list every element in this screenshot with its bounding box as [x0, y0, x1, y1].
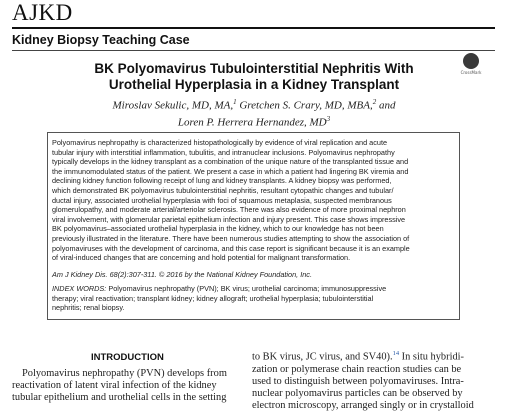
index-words	[52, 284, 456, 313]
reference-link[interactable]: 14	[392, 350, 400, 357]
author-name: Loren P. Herrera Hernandez, MD	[177, 116, 327, 129]
abstract-line: ductal injury, associated urothelial hyperplasia with foci of squamous metaplasia, suspected membranous	[52, 195, 392, 205]
body-line: electron microscopy, arranged singly or in crystalloid	[252, 400, 474, 412]
body-text: In situ hybridi-	[399, 351, 465, 363]
title-line: Urothelial Hyperplasia in a Kidney Transplant	[108, 77, 400, 92]
header-rule	[12, 27, 495, 29]
body-line: tubular epithelium and urothelial cells in the setting	[12, 392, 227, 404]
author-affiliation-mark[interactable]: 2	[372, 98, 377, 106]
body-line: reactivation of latent viral infection of the kidney	[12, 380, 217, 392]
index-words-text: Polyomavirus nephropathy (PVN); BK virus; urothelial carcinoma; immunosuppressive	[106, 284, 387, 293]
author-name: Gretchen S. Crary, MD, MBA,	[236, 99, 373, 112]
abstract-line: which demonstrated BK polyomavirus tubulointerstitial nephritis, resultant cytopathic changes and tubular/	[52, 185, 394, 195]
body-column-left	[12, 368, 252, 405]
journal-logo: AJKD	[12, 0, 73, 25]
index-words-text: therapy; viral reactivation; transplant kidney; kidney allograft; urothelial hyperplasia; tubulointerstitial	[52, 293, 374, 303]
abstract-line: tubular injury with interstitial inflammation, tubulitis, and intranuclear inclusions. Polyomavirus nephropathy	[52, 147, 395, 157]
author-conjunction: and	[376, 99, 396, 112]
abstract-line: BK polyomavirus–associated urothelial hyperplasia in the kidney, which to our knowledge has not been	[52, 224, 384, 234]
journal-citation: Am J Kidney Dis. 68(2):307-311. © 2016 by the National Kidney Foundation, Inc.	[52, 270, 312, 279]
abstract-line: polyomaviruses with the development of carcinoma, and this case report is significant because it is an example	[52, 243, 410, 253]
crossmark-icon	[463, 53, 479, 69]
article-type-label: Kidney Biopsy Teaching Case	[12, 33, 190, 47]
title-line: BK Polyomavirus Tubulointerstitial Nephritis With	[94, 61, 414, 76]
abstract-body	[52, 138, 456, 263]
body-text: to BK virus, JC virus, and SV40).	[252, 351, 393, 363]
author-affiliation-mark[interactable]: 1	[233, 98, 237, 106]
abstract-line: viral involvement, with glomerular parietal epithelium infection and injury present. This case shows impressive	[52, 214, 406, 224]
abstract-line: the immunomodulated status of the patient. We present a case in which a patient had lingering BK viremia and	[52, 166, 409, 176]
author-list	[60, 96, 448, 129]
body-line: nuclear polyomavirus particles can be observed by	[252, 388, 463, 400]
abstract-line: of viral-induced changes that are concerning and hold potential for malignant transformation.	[52, 253, 351, 263]
author-affiliation-mark[interactable]: 3	[326, 114, 331, 123]
abstract-line: Polyomavirus nephropathy is characterized histopathologically by evidence of viral replication and acute	[52, 138, 388, 147]
body-line: used to distinguish between polyomaviruses. Intra-	[252, 375, 464, 387]
index-words-label: INDEX WORDS:	[52, 284, 107, 293]
index-words-text: nephritis; renal biopsy.	[52, 303, 125, 313]
abstract-line: typically develops in the kidney transplant as a combination of the unique nature of the transplanted tissue and	[52, 157, 409, 167]
body-line: zation or polymerase chain reaction studies can be	[252, 363, 462, 375]
section-heading: INTRODUCTION	[91, 352, 164, 363]
header-divider	[12, 50, 495, 51]
abstract-line: previously illustrated in the literature. There have been numerous studies attempting to show the association of	[52, 233, 410, 243]
body-line: Polyomavirus nephropathy (PVN) develops from	[22, 368, 227, 379]
crossmark-label: CrossMark	[460, 70, 482, 75]
author-name: Miroslav Sekulic, MD, MA,	[112, 99, 234, 112]
abstract-line: declining kidney function following receipt of lung and kidney transplants. A kidney biopsy was performed,	[52, 176, 392, 186]
body-column-right	[252, 348, 496, 412]
article-title	[60, 61, 448, 93]
crossmark-badge[interactable]	[459, 53, 482, 79]
abstract-line: glomerulopathy, and moderate arterial/arteriolar sclerosis. There was also evidence of more proximal nephron	[52, 205, 406, 215]
